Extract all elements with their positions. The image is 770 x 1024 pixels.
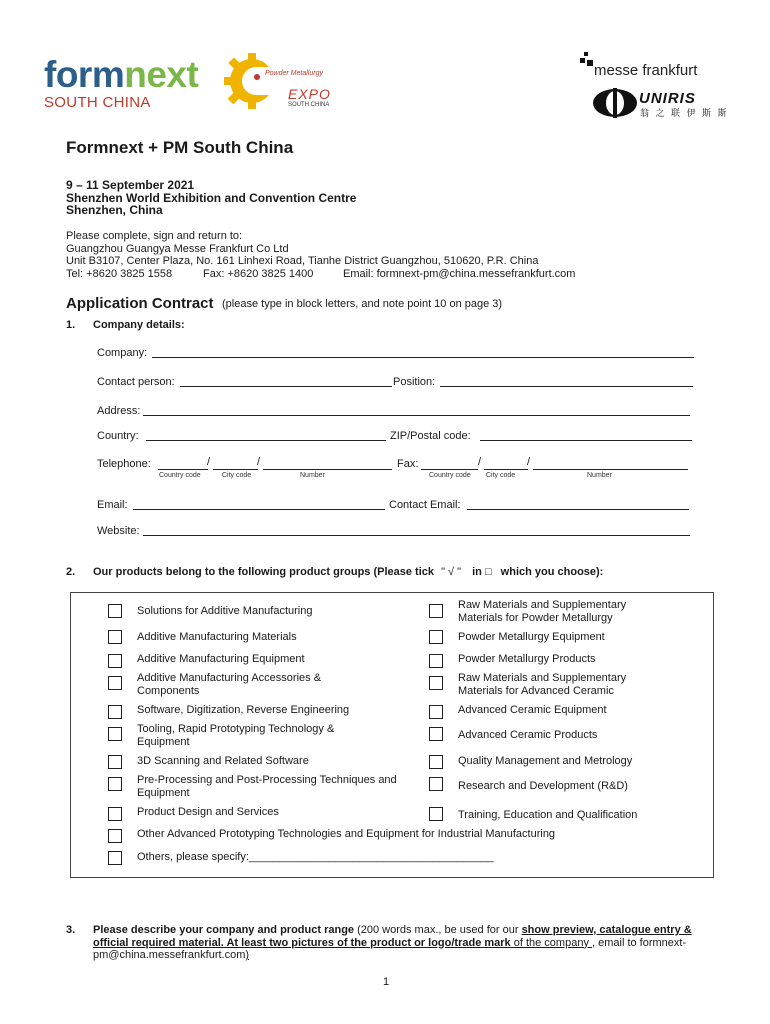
telephone-slash-1: / [207, 456, 211, 468]
section3-text: Please describe your company and product range (200 words max., be used for our show preview, catalogue entry & official required material. At least two pictures of the product or logo/trade mark of the company , email to formnext-pm@china.messefrankfurt.com) [93, 924, 692, 961]
return-address: Unit B3107, Center Plaza, No. 161 Linhexi Road, Tianhe District Guangzhou, 510620, P.R. China [66, 255, 539, 267]
section2-label: Our products belong to the following product groups (Please tick " √ " in □ which you choose): [93, 566, 604, 578]
contact-person-field[interactable] [180, 386, 392, 387]
website-field[interactable] [143, 535, 690, 536]
position-field[interactable] [440, 386, 693, 387]
contact-email-label: Contact Email: [389, 499, 461, 511]
contact-tel: Tel: +8620 3825 1558 [66, 267, 173, 280]
formnext-logo-subtitle: SOUTH CHINA [44, 94, 151, 111]
fax-slash-1: / [478, 456, 482, 468]
option-right-0: Raw Materials and Supplementary Materials for Powder Metallurgy [458, 599, 627, 624]
option-left-5: Tooling, Rapid Prototyping Technology & Equipment [137, 723, 335, 748]
option-left-3: Additive Manufacturing Accessories & Components [137, 672, 322, 697]
email-field[interactable] [133, 509, 385, 510]
checkbox-left-5[interactable] [108, 727, 122, 741]
position-label: Position: [393, 376, 436, 388]
section2-number: 2. [66, 566, 76, 578]
zip-label: ZIP/Postal code: [390, 430, 471, 442]
address-label: Address: [97, 405, 141, 417]
section1-label: Company details: [93, 319, 185, 331]
pm-expo-line3: SOUTH CHINA [288, 102, 330, 108]
email-label: Email: [97, 499, 128, 511]
page-title: Formnext + PM South China [66, 138, 294, 157]
telephone-number-field[interactable] [263, 469, 392, 470]
website-label: Website: [97, 525, 140, 537]
option-left-2: Additive Manufacturing Equipment [137, 653, 305, 665]
event-date: 9 – 11 September 2021 [66, 178, 195, 192]
messe-frankfurt-mark-icon [580, 52, 594, 76]
option-right-3: Raw Materials and Supplementary Materials for Advanced Ceramic [458, 672, 627, 697]
checkbox-left-1[interactable] [108, 630, 122, 644]
return-info [66, 230, 576, 281]
checkbox-glyph: □ [484, 566, 492, 578]
checkbox-left-8[interactable] [108, 807, 122, 821]
contact-email-field[interactable] [467, 509, 689, 510]
section1-number: 1. [66, 319, 76, 331]
checkbox-left-4[interactable] [108, 705, 122, 719]
fax-sub-city: City code [486, 472, 516, 479]
checkbox-left-3[interactable] [108, 676, 122, 690]
contact-person-label: Contact person: [97, 376, 175, 388]
contact-email: Email: formnext-pm@china.messefrankfurt.com [343, 267, 576, 280]
fax-sub-country: Country code [429, 472, 471, 479]
formnext-logo: formnext [44, 54, 199, 95]
tick-glyph: " √ " [441, 566, 462, 578]
telephone-sub-country: Country code [159, 472, 201, 479]
address-field[interactable] [143, 415, 690, 416]
application-note: (please type in block letters, and note point 10 on page 3) [222, 298, 503, 310]
option-right-2: Powder Metallurgy Products [458, 653, 596, 665]
option-left-8: Product Design and Services [137, 806, 279, 818]
option-left-0: Solutions for Additive Manufacturing [137, 605, 313, 617]
checkbox-left-7[interactable] [108, 777, 122, 791]
option-right-5: Advanced Ceramic Products [458, 729, 598, 741]
country-label: Country: [97, 430, 139, 442]
option-right-1: Powder Metallurgy Equipment [458, 631, 605, 643]
fax-label: Fax: [397, 458, 419, 470]
telephone-sub-number: Number [300, 472, 325, 479]
event-city: Shenzhen, China [66, 203, 163, 217]
checkbox-left-9[interactable] [108, 829, 122, 843]
option-left-1: Additive Manufacturing Materials [137, 631, 297, 643]
checkbox-right-1[interactable] [429, 630, 443, 644]
uniris-logo-chinese: 翁 之 联 伊 斯 斯 [640, 108, 729, 118]
option-left-4: Software, Digitization, Reverse Engineering [137, 704, 350, 716]
checkbox-right-2[interactable] [429, 654, 443, 668]
page-number: 1 [383, 976, 390, 988]
checkbox-right-4[interactable] [429, 705, 443, 719]
checkbox-right-7[interactable] [429, 777, 443, 791]
pm-expo-line1: Powder Metallurgy [265, 70, 323, 77]
messe-frankfurt-logo: messe frankfurt [594, 62, 698, 79]
country-field[interactable] [146, 440, 386, 441]
telephone-label: Telephone: [97, 458, 151, 470]
pm-expo-line2: EXPO [288, 86, 331, 102]
option-right-4: Advanced Ceramic Equipment [458, 704, 607, 716]
option-right-7: Research and Development (R&D) [458, 780, 628, 792]
company-field[interactable] [152, 357, 694, 358]
pm-expo-gear-icon [222, 50, 282, 112]
fax-number-field[interactable] [533, 469, 688, 470]
option-left-7: Pre-Processing and Post-Processing Techniques and Equipment [137, 774, 397, 799]
event-venue: Shenzhen World Exhibition and Convention Centre [66, 190, 357, 205]
fax-city-code-field[interactable] [484, 469, 528, 470]
option-left-9: Other Advanced Prototyping Technologies and Equipment for Industrial Manufacturing [137, 828, 556, 840]
telephone-slash-2: / [257, 456, 261, 468]
return-org: Guangzhou Guangya Messe Frankfurt Co Ltd [66, 242, 289, 255]
checkbox-right-6[interactable] [429, 755, 443, 769]
option-right-8: Training, Education and Qualification [458, 809, 638, 821]
contact-fax: Fax: +8620 3825 1400 [203, 267, 314, 280]
return-intro: Please complete, sign and return to: [66, 230, 243, 242]
event-info [66, 179, 356, 217]
checkbox-right-0[interactable] [429, 604, 443, 618]
checkbox-left-6[interactable] [108, 755, 122, 769]
checkbox-left-10[interactable] [108, 851, 122, 865]
checkbox-right-8[interactable] [429, 807, 443, 821]
option-left-6: 3D Scanning and Related Software [137, 755, 309, 767]
zip-field[interactable] [480, 440, 692, 441]
fax-sub-number: Number [587, 472, 612, 479]
checkbox-right-3[interactable] [429, 676, 443, 690]
application-title: Application Contract [66, 295, 214, 312]
checkbox-right-5[interactable] [429, 727, 443, 741]
fax-country-code-field[interactable] [421, 469, 478, 470]
option-left-10: Others, please specify:________________________________________ [137, 851, 494, 863]
checkbox-left-0[interactable] [108, 604, 122, 618]
section3-number: 3. [66, 924, 76, 936]
telephone-country-code-field[interactable] [158, 469, 208, 470]
uniris-logo-text: UNIRIS [639, 90, 696, 107]
company-label: Company: [97, 347, 148, 359]
telephone-city-code-field[interactable] [213, 469, 258, 470]
telephone-sub-city: City code [222, 472, 252, 479]
uniris-logo-icon [592, 88, 638, 118]
fax-slash-2: / [527, 456, 531, 468]
checkbox-left-2[interactable] [108, 654, 122, 668]
option-right-6: Quality Management and Metrology [458, 755, 633, 767]
